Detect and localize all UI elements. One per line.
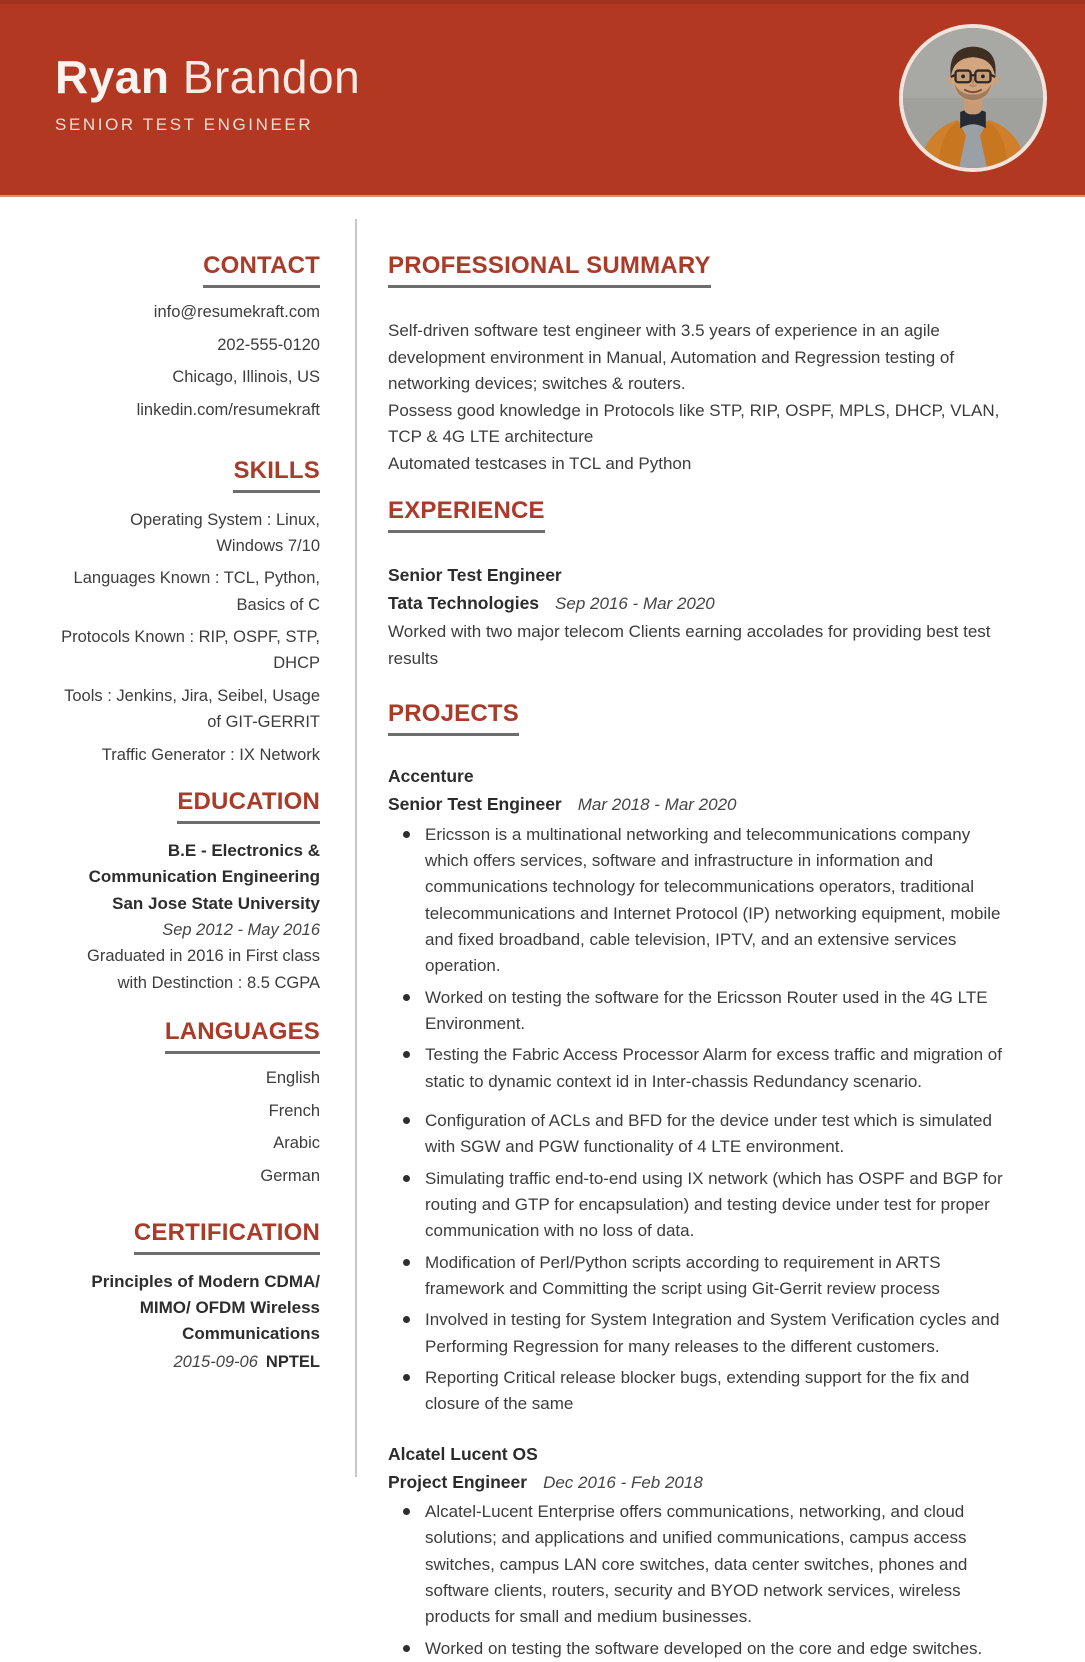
last-name: Brandon	[182, 51, 361, 104]
first-name: Ryan	[55, 51, 170, 104]
contact-location: Chicago, Illinois, US	[172, 368, 320, 387]
main-column	[357, 197, 1017, 1658]
job-dates: Sep 2016 - Mar 2020	[555, 594, 715, 614]
project-company: Alcatel Lucent OS	[388, 1443, 538, 1464]
project-dates: Dec 2016 - Feb 2018	[543, 1472, 703, 1492]
language-item: English	[265, 1069, 320, 1088]
header-text	[55, 52, 360, 143]
project-bullet: Involved in testing for System Integration and System Verification cycles and Performing Regression for many releases to the different customers.	[388, 1307, 1017, 1360]
language-item: Arabic	[273, 1134, 320, 1153]
experience-heading: EXPERIENCE	[388, 497, 545, 533]
language-item: German	[260, 1167, 320, 1186]
projects-section	[388, 700, 1017, 1662]
summary-section	[388, 252, 1017, 477]
education-degree: B.E - Electronics & Communication Engineering	[88, 841, 320, 887]
certification-issuer: NPTEL	[265, 1352, 320, 1371]
languages-section	[60, 1018, 320, 1187]
job-company-line	[388, 589, 1017, 617]
experience-section	[388, 497, 1017, 672]
certification-meta	[60, 1348, 320, 1376]
contact-heading: CONTACT	[203, 252, 320, 288]
project-accenture	[388, 762, 1017, 1417]
certification-heading: CERTIFICATION	[134, 1219, 320, 1255]
contact-phone: 202-555-0120	[217, 335, 320, 354]
job-description: Worked with two major telecom Clients earning accolades for providing best test results	[388, 622, 991, 668]
projects-heading: PROJECTS	[388, 700, 519, 736]
project-bullet: Configuration of ACLs and BFD for the device under test which is simulated with SGW and PGW functionality of 4 LTE environment.	[388, 1108, 1017, 1161]
skill-item: Protocols Known : RIP, OSPF, STP, DHCP	[61, 628, 320, 673]
project-alcatel	[388, 1440, 1017, 1662]
language-item: French	[268, 1101, 320, 1120]
education-note: Graduated in 2016 in First class with Destinction : 8.5 CGPA	[87, 947, 320, 992]
contact-email: info@resumekraft.com	[153, 303, 320, 321]
summary-heading: PROFESSIONAL SUMMARY	[388, 252, 711, 288]
project-bullet: Testing the Fabric Access Processor Alarm for excess traffic and migration of static to dynamic context id in Inter-chassis Redundancy scenario.	[388, 1042, 1017, 1095]
summary-paragraph: Automated testcases in TCL and Python	[388, 453, 692, 473]
skill-item: Tools : Jenkins, Jira, Seibel, Usage of GIT-GERRIT	[64, 686, 320, 732]
education-section	[60, 788, 320, 996]
certification-section	[60, 1219, 320, 1376]
content-columns	[0, 197, 1085, 1658]
person-name	[55, 52, 360, 103]
profile-photo-illustration	[903, 28, 1043, 168]
job-title-text: Senior Test Engineer	[388, 565, 562, 586]
project-bullet: Simulating traffic end-to-end using IX network (which has OSPF and BGP for routing and GTP for encapsulation) and testing device under test for proper communication with no loss of data.	[388, 1166, 1017, 1245]
skill-item: Traffic Generator : IX Network	[101, 745, 320, 764]
project-dates: Mar 2018 - Mar 2020	[577, 795, 737, 815]
job-company: Tata Technologies	[388, 593, 540, 614]
project-bullet: Worked on testing the software for the Ericsson Router used in the 4G LTE Environment.	[388, 985, 1017, 1038]
education-school: San Jose State University	[112, 893, 320, 913]
project-bullet-list	[388, 1499, 1017, 1662]
project-bullet-list	[388, 822, 1017, 1418]
project-company: Accenture	[388, 766, 474, 787]
project-role: Senior Test Engineer	[388, 794, 562, 815]
project-role-line	[388, 1468, 1017, 1496]
sidebar	[0, 197, 320, 1536]
project-bullet: Modification of Perl/Python scripts according to requirement in ARTS framework and Committing the script using Git-Gerrit review process	[388, 1250, 1017, 1303]
project-bullet: Worked on testing the software developed on the core and edge switches.	[388, 1636, 1017, 1662]
project-bullet: Alcatel-Lucent Enterprise offers communications, networking, and cloud solutions; and applications and unified communications, campus access switches, campus LAN core switches, data center switches, phones and software clients, routers, security and BYOD network services, wireless products for small and medium businesses.	[388, 1499, 1017, 1631]
header-banner	[0, 0, 1085, 197]
education-heading: EDUCATION	[177, 788, 320, 824]
languages-heading: LANGUAGES	[165, 1018, 320, 1054]
summary-paragraph: Possess good knowledge in Protocols like STP, RIP, OSPF, MPLS, DHCP, VLAN, TCP & 4G LTE architecture	[388, 400, 1000, 447]
project-bullet: Reporting Critical release blocker bugs, extending support for the fix and closure of the same	[388, 1365, 1017, 1418]
skill-item: Languages Known : TCL, Python, Basics of C	[73, 569, 320, 614]
profile-photo	[899, 24, 1047, 172]
project-bullet: Ericsson is a multinational networking and telecommunications company which offers services, software and infrastructure in information and communications technology for telecommunications operators, traditional telecommunications and Internet Protocol (IP) networking equipment, mobile and fixed broadband, cable television, IPTV, and an extensive services operation.	[388, 822, 1017, 980]
education-dates: Sep 2012 - May 2016	[162, 921, 320, 940]
skill-item: Operating System : Linux, Windows 7/10	[130, 510, 320, 555]
certification-date: 2015-09-06	[173, 1352, 258, 1371]
project-role: Project Engineer	[388, 1471, 528, 1492]
project-role-line	[388, 790, 1017, 818]
skills-heading: SKILLS	[233, 457, 320, 493]
contact-section	[60, 252, 320, 421]
skills-section	[60, 457, 320, 769]
summary-paragraph: Self-driven software test engineer with 3.5 years of experience in an agile development environment in Manual, Automation and Regression testing of networking devices; switches & routers.	[388, 321, 955, 394]
certification-title: Principles of Modern CDMA/ MIMO/ OFDM Wireless Communications	[91, 1271, 320, 1344]
contact-linkedin: linkedin.com/resumekraft	[136, 400, 320, 419]
job-title: SENIOR TEST ENGINEER	[55, 114, 314, 134]
